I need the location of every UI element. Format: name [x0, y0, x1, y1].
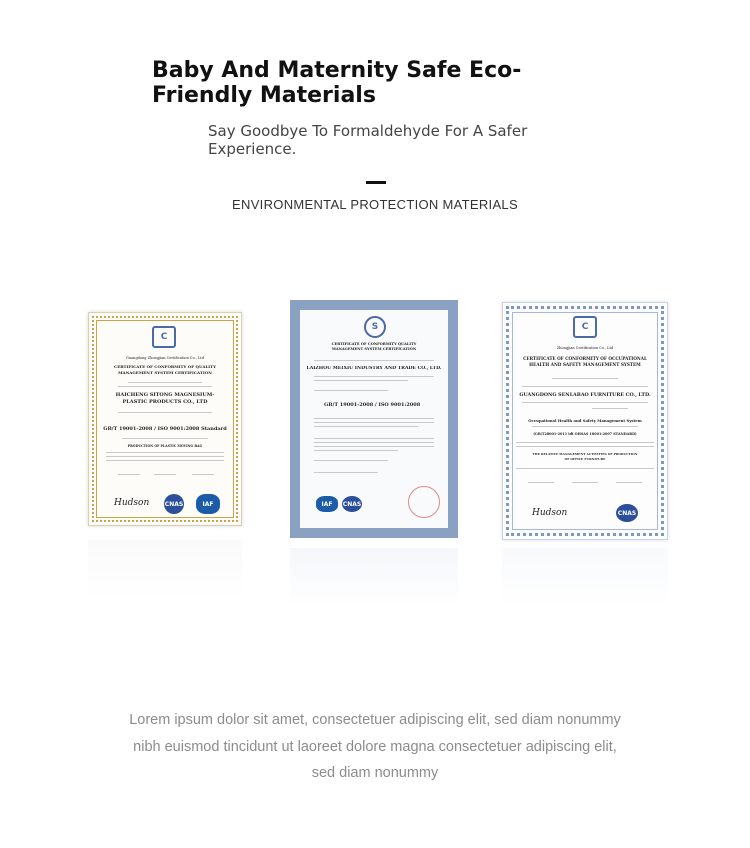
iaf-badge-icon: IAF	[196, 494, 220, 514]
cert-title: CERTIFICATE OF CONFORMITY QUALITY MANAGEMENT SYSTEM CERTIFICATION	[331, 342, 417, 351]
cert-company: GUANGDONG SENLABAO FURNITURE CO., LTD.	[519, 392, 651, 398]
cert-standard: (GB/T28001-2011 idt OHSAS 18001:2007 STANDARD)	[533, 432, 637, 436]
page-subtitle: Say Goodbye To Formaldehyde For A Safer Experience.	[208, 122, 528, 158]
cert-system: Occupational Health and Safety Management System	[528, 418, 642, 423]
cnas-badge-icon: CNAS	[342, 496, 362, 512]
cert-issuer: Guangdong Zhongjian Certification Co., Ltd	[126, 356, 204, 360]
certifier-logo-icon: C	[152, 326, 176, 348]
cert-issuer: Zhongjian Certification Co., Ltd	[556, 346, 614, 350]
iaf-badge-icon: IAF	[316, 496, 338, 512]
certifier-logo-icon: S	[364, 316, 386, 338]
certificate-ohsas-senlabao	[502, 302, 668, 540]
cert-company: LAIZHOU MEIXIU INDUSTRY AND TRADE CO., LTD.	[306, 366, 442, 371]
page-title: Baby And Maternity Safe Eco-Friendly Materials	[152, 58, 522, 108]
certificate-quality-laizhou	[290, 300, 458, 538]
certificate-reflection	[88, 540, 242, 600]
signature-icon: Hudson	[114, 498, 150, 508]
cert-title: CERTIFICATE OF CONFORMITY OF OCCUPATIONAL HEALTH AND SAFETY MANAGEMENT SYSTEM	[523, 356, 647, 367]
cert-scope: PRODUCTION OF PLASTIC MOVING BAG	[127, 444, 203, 448]
section-label: ENVIRONMENTAL PROTECTION MATERIALS	[232, 197, 518, 212]
cert-standard: GB/T 19001-2008 / ISO 9001:2008 Standard	[103, 426, 227, 432]
red-stamp-icon	[408, 486, 440, 518]
certificate-reflection	[502, 548, 668, 608]
title-divider	[366, 181, 386, 184]
cert-scope: THE RELATIVE MANAGEMENT ACTIVITIES OF PRODUCTION OF OFFICE FURNITURE	[532, 452, 638, 461]
body-text: Lorem ipsum dolor sit amet, consectetuer adipiscing elit, sed diam nonummy nibh euismod tincidunt ut laoreet dolore magna consectetuer adipiscing elit, sed diam nonummy	[129, 712, 621, 781]
cnas-badge-icon: CNAS	[616, 504, 638, 522]
cnas-badge-icon: CNAS	[164, 494, 184, 514]
signature-icon: Hudson	[532, 508, 568, 518]
certifier-logo-icon: C	[573, 316, 597, 338]
cert-standard: GB/T 19001-2008 / ISO 9001:2008	[324, 402, 421, 408]
certificate-reflection	[290, 548, 458, 608]
certificate-quality-haicheng	[88, 312, 242, 526]
cert-company: HAICHENG SITONG MAGNESIUM-PLASTIC PRODUCTS CO., LTD	[115, 392, 215, 405]
cert-title: CERTIFICATE OF CONFORMITY OF QUALITY MANAGEMENT SYSTEM CERTIFICATION	[114, 364, 216, 375]
